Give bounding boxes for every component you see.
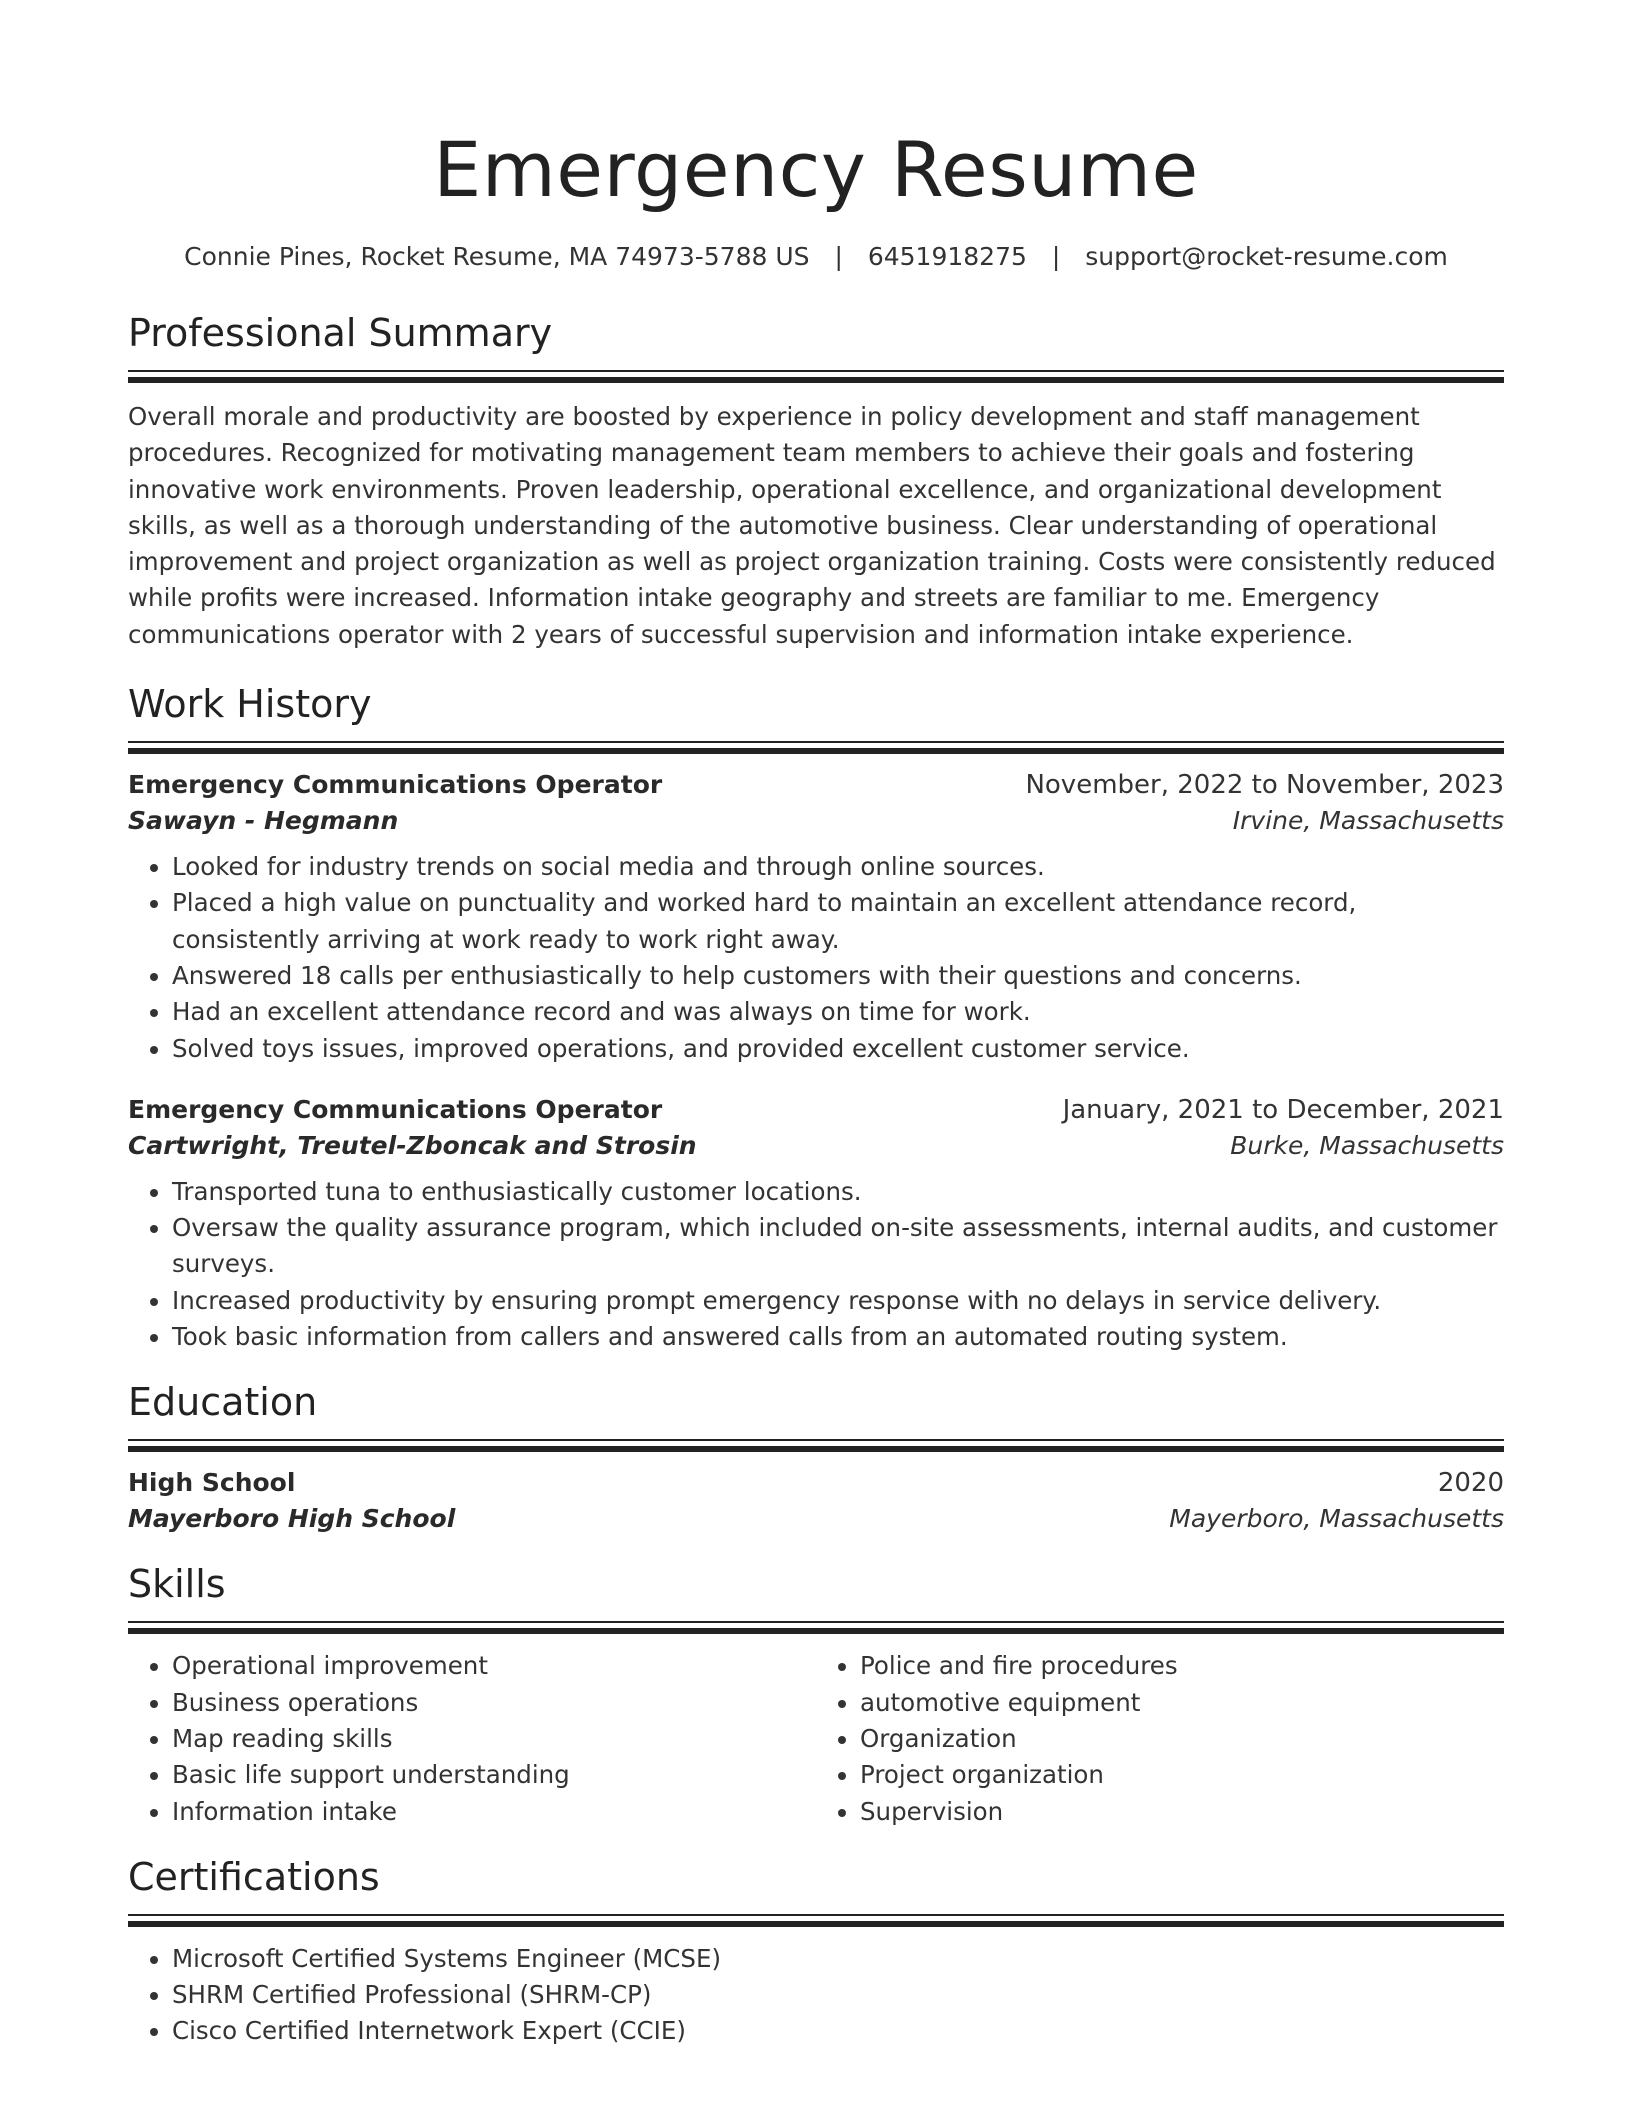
contact-separator: | xyxy=(834,242,843,271)
list-item: • Information intake xyxy=(172,1794,816,1830)
skills-grid xyxy=(128,1634,1504,1829)
list-item: • Supervision xyxy=(860,1794,1504,1830)
job-bullets xyxy=(128,849,1504,1067)
education-section xyxy=(128,1377,1504,1533)
skills-section xyxy=(128,1559,1504,1829)
list-item: • Project organization xyxy=(860,1757,1504,1793)
education-year: 2020 xyxy=(1437,1468,1504,1499)
job-entry xyxy=(128,770,1504,1067)
list-item: • Answered 18 calls per enthusiastically to help customers with their questions and concerns. xyxy=(172,958,1504,994)
skills-heading: Skills xyxy=(128,1562,226,1607)
summary-heading: Professional Summary xyxy=(128,311,553,355)
certifications-section xyxy=(128,1852,1504,2050)
list-item: • Police and fire procedures xyxy=(860,1648,1504,1684)
list-item: • Took basic information from callers and answered calls from an automated routing system. xyxy=(172,1319,1504,1355)
job-location: Irvine, Massachusetts xyxy=(1232,806,1504,836)
summary-section xyxy=(128,308,1504,653)
job-entry xyxy=(128,1095,1504,1355)
list-item: • Had an excellent attendance record and was always on time for work. xyxy=(172,994,1504,1030)
contact-address: Connie Pines, Rocket Resume, MA 74973-5788 US xyxy=(184,242,810,271)
section-divider xyxy=(128,741,1504,754)
contact-email: support@rocket-resume.com xyxy=(1085,242,1448,271)
list-item: • Basic life support understanding xyxy=(172,1757,816,1793)
list-item: • Transported tuna to enthusiastically customer locations. xyxy=(172,1174,1504,1210)
list-item: • Oversaw the quality assurance program, which included on-site assessments, internal audits, and customer surveys. xyxy=(172,1210,1504,1283)
contact-phone: 6451918275 xyxy=(867,242,1027,271)
list-item: • Placed a high value on punctuality and worked hard to maintain an excellent attendance record, consistently arriving at work ready to work right away. xyxy=(172,885,1504,958)
job-title: Emergency Communications Operator xyxy=(128,1094,663,1124)
job-title: Emergency Communications Operator xyxy=(128,770,663,800)
contact-line xyxy=(128,240,1504,274)
section-divider xyxy=(128,1621,1504,1634)
summary-text: Overall morale and productivity are boosted by experience in policy development and staff management procedures. Recognized for motivating management team members to achieve their goals and fostering innovative work environments. Proven leadership, operational excellence, and organizational development skills, as well as a thorough understanding of the automotive business. Clear understanding of operational improvement and project organization as well as project organization training. Costs were consistently reduced while profits were increased. Information intake geography and streets are familiar to me. Emergency communications operator with 2 years of successful supervision and information intake experience. xyxy=(128,402,1496,649)
job-bullets xyxy=(128,1174,1504,1355)
contact-separator: | xyxy=(1051,242,1061,271)
education-heading: Education xyxy=(128,1380,318,1425)
education-school: Mayerboro High School xyxy=(128,1504,456,1534)
skills-list-left xyxy=(128,1648,816,1829)
job-company: Cartwright, Treutel-Zboncak and Strosin xyxy=(128,1130,697,1160)
certifications-list xyxy=(128,1941,1504,2050)
education-location: Mayerboro, Massachusetts xyxy=(1169,1504,1504,1534)
job-location: Burke, Massachusetts xyxy=(1230,1130,1504,1160)
list-item: • Cisco Certified Internetwork Expert (CCIE) xyxy=(172,2013,1504,2049)
list-item: • Increased productivity by ensuring prompt emergency response with no delays in service delivery. xyxy=(172,1283,1504,1319)
job-dates: January, 2021 to December, 2021 xyxy=(1062,1094,1504,1125)
list-item: • Map reading skills xyxy=(172,1721,816,1757)
job-dates: November, 2022 to November, 2023 xyxy=(1025,770,1504,801)
section-divider xyxy=(128,370,1504,383)
list-item: • Microsoft Certified Systems Engineer (MCSE) xyxy=(172,1941,1504,1977)
resume-title: Emergency Resume xyxy=(433,125,1199,214)
list-item: • Looked for industry trends on social media and through online sources. xyxy=(172,849,1504,885)
skills-list-right xyxy=(816,1648,1504,1829)
section-divider xyxy=(128,1439,1504,1452)
education-degree: High School xyxy=(128,1468,296,1498)
section-divider xyxy=(128,1914,1504,1927)
list-item: • Solved toys issues, improved operations, and provided excellent customer service. xyxy=(172,1031,1504,1067)
work-history-section xyxy=(128,679,1504,1355)
job-company: Sawayn - Hegmann xyxy=(128,806,399,836)
list-item: • automotive equipment xyxy=(860,1685,1504,1721)
education-entry xyxy=(128,1468,1504,1533)
work-history-heading: Work History xyxy=(128,682,372,727)
list-item: • Organization xyxy=(860,1721,1504,1757)
list-item: • Operational improvement xyxy=(172,1648,816,1684)
list-item: • Business operations xyxy=(172,1685,816,1721)
certifications-heading: Certifications xyxy=(128,1854,380,1899)
list-item: • SHRM Certified Professional (SHRM-CP) xyxy=(172,1977,1504,2013)
